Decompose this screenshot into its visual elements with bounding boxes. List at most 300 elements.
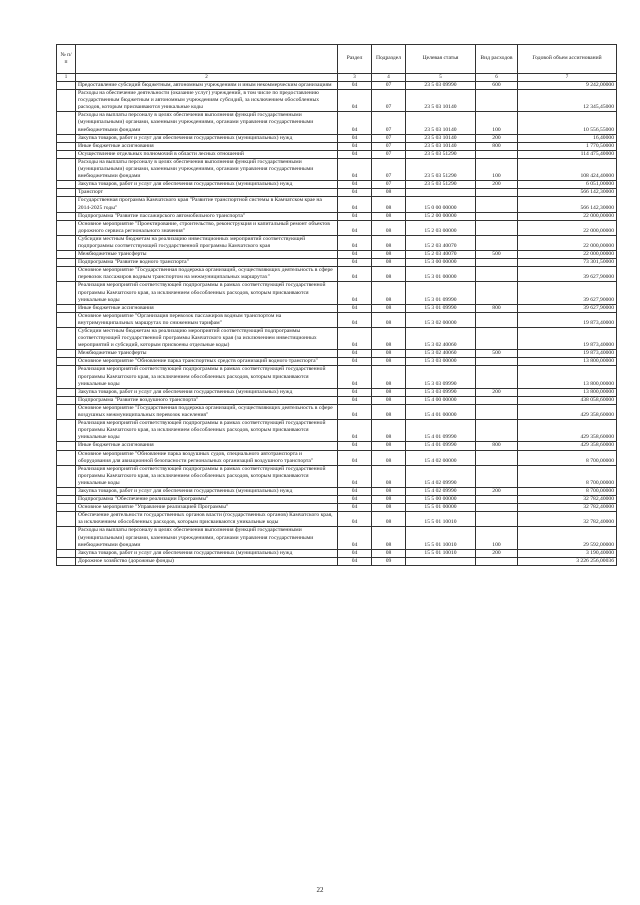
row-index <box>57 212 76 220</box>
row-target-article: 23 5 03 10140 <box>406 90 476 112</box>
column-number: 3 <box>338 74 372 82</box>
row-index <box>57 366 76 388</box>
row-name: Расходы на обеспечение деятельности (оказание услуг) учреждений, в том числе по предоставлению государственным бюджетным и автономным учреждениям субсидий, за исключением обособленных расходов, которым присваиваются уникальные коды <box>76 90 338 112</box>
row-target-article: 15 4 01 00000 <box>406 404 476 419</box>
row-index <box>57 504 76 512</box>
table-row <box>57 220 617 235</box>
row-amount: 6 051,00000 <box>518 181 617 189</box>
row-name: Иные бюджетные ассигнования <box>76 304 338 312</box>
row-razdel: 04 <box>338 465 372 487</box>
row-index <box>57 527 76 549</box>
row-amount: 429 358,60000 <box>518 420 617 442</box>
header-podrazdel: Подраздел <box>372 45 406 74</box>
row-podrazdel: 07 <box>372 150 406 158</box>
row-razdel: 04 <box>338 158 372 180</box>
row-expense-type: 100 <box>476 112 518 134</box>
row-podrazdel: 08 <box>372 442 406 450</box>
row-name: Реализация мероприятий соответствующей подпрограммы в рамках соответствующей государственной программы Камчатского края, за исключением обособленных расходов, которым присваиваются уникальные коды <box>76 465 338 487</box>
row-expense-type <box>476 282 518 304</box>
row-target-article: 15 2 00 00000 <box>406 212 476 220</box>
row-index <box>57 304 76 312</box>
row-target-article: 23 5 03 51290 <box>406 158 476 180</box>
table-row <box>57 282 617 304</box>
budget-table-sheet <box>56 44 616 566</box>
row-index <box>57 549 76 557</box>
row-razdel: 04 <box>338 304 372 312</box>
row-amount: 13 800,00000 <box>518 388 617 396</box>
row-amount: 73 301,50000 <box>518 259 617 267</box>
row-razdel: 04 <box>338 527 372 549</box>
row-index <box>57 220 76 235</box>
row-amount: 19 873,40000 <box>518 312 617 327</box>
row-target-article <box>406 189 476 197</box>
column-numbering-row <box>57 74 617 82</box>
row-index <box>57 112 76 134</box>
row-name: Дорожное хозяйство (дорожные фонды) <box>76 557 338 565</box>
row-name: Основное мероприятие "Обновление парка воздушных судов, специального автотранспорта и оборудования для авиационной безопасности региональных организаций воздушного транспорта" <box>76 450 338 465</box>
row-podrazdel: 07 <box>372 112 406 134</box>
row-amount: 566 142,30000 <box>518 189 617 197</box>
table-row <box>57 496 617 504</box>
row-expense-type <box>476 396 518 404</box>
row-razdel: 04 <box>338 142 372 150</box>
table-row <box>57 267 617 282</box>
row-amount: 22 000,00000 <box>518 212 617 220</box>
row-razdel: 04 <box>338 350 372 358</box>
row-podrazdel: 08 <box>372 358 406 366</box>
row-razdel: 04 <box>338 259 372 267</box>
row-index <box>57 150 76 158</box>
row-expense-type <box>476 220 518 235</box>
row-index <box>57 442 76 450</box>
row-index <box>57 465 76 487</box>
table-row <box>57 197 617 212</box>
row-index <box>57 181 76 189</box>
row-expense-type <box>476 90 518 112</box>
row-amount: 22 000,00000 <box>518 220 617 235</box>
row-index <box>57 450 76 465</box>
row-index <box>57 235 76 250</box>
row-expense-type <box>476 465 518 487</box>
table-row <box>57 181 617 189</box>
row-target-article: 15 4 02 00000 <box>406 450 476 465</box>
row-razdel: 04 <box>338 220 372 235</box>
row-razdel: 04 <box>338 358 372 366</box>
header-name <box>76 45 338 74</box>
row-name: Подпрограмма "Обеспечение реализации Программы" <box>76 496 338 504</box>
row-name: Транспорт <box>76 189 338 197</box>
row-expense-type <box>476 197 518 212</box>
row-amount: 39 627,90000 <box>518 267 617 282</box>
row-expense-type <box>476 512 518 527</box>
table-row <box>57 358 617 366</box>
row-razdel: 04 <box>338 496 372 504</box>
row-amount: 13 800,00000 <box>518 358 617 366</box>
table-row <box>57 251 617 259</box>
row-razdel: 04 <box>338 282 372 304</box>
header-target-article: Целевая статья <box>406 45 476 74</box>
row-target-article: 23 5 03 51290 <box>406 181 476 189</box>
row-name: Основное мероприятие "Организация перевозок пассажиров водным транспортом на внутримуниципальных маршрутах по сниженным тарифам" <box>76 312 338 327</box>
header-razdel: Раздел <box>338 45 372 74</box>
row-razdel: 04 <box>338 512 372 527</box>
row-podrazdel: 07 <box>372 90 406 112</box>
row-target-article: 15 3 01 09990 <box>406 304 476 312</box>
row-amount: 566 142,30000 <box>518 197 617 212</box>
table-row <box>57 312 617 327</box>
row-amount: 429 358,60000 <box>518 404 617 419</box>
table-row <box>57 304 617 312</box>
row-target-article: 15 3 03 00000 <box>406 358 476 366</box>
row-name: Расходы на выплаты персоналу в целях обеспечения выполнения функций государственными (муниципальными) органами, казенными учреждениями, органами управления государственными внебюджетными фондами <box>76 527 338 549</box>
row-podrazdel: 08 <box>372 304 406 312</box>
row-target-article: 15 3 01 09990 <box>406 282 476 304</box>
row-target-article: 15 3 01 00000 <box>406 267 476 282</box>
header-num: № п/п <box>57 45 76 74</box>
table-row <box>57 366 617 388</box>
row-expense-type: 600 <box>476 82 518 90</box>
row-razdel: 04 <box>338 235 372 250</box>
row-podrazdel: 08 <box>372 527 406 549</box>
row-index <box>57 82 76 90</box>
row-name: Межбюджетные трансферты <box>76 350 338 358</box>
row-expense-type: 100 <box>476 527 518 549</box>
table-row <box>57 150 617 158</box>
column-number: 7 <box>518 74 617 82</box>
row-target-article: 15 5 01 10010 <box>406 512 476 527</box>
row-target-article <box>406 557 476 565</box>
row-index <box>57 267 76 282</box>
row-target-article: 15 3 02 00000 <box>406 312 476 327</box>
row-podrazdel: 08 <box>372 366 406 388</box>
row-razdel: 04 <box>338 450 372 465</box>
row-name: Иные бюджетные ассигнования <box>76 442 338 450</box>
row-index <box>57 328 76 350</box>
row-index <box>57 259 76 267</box>
table-row <box>57 212 617 220</box>
row-index <box>57 282 76 304</box>
row-expense-type <box>476 504 518 512</box>
row-razdel: 04 <box>338 197 372 212</box>
row-razdel: 04 <box>338 150 372 158</box>
row-podrazdel: 08 <box>372 549 406 557</box>
row-target-article: 15 3 03 09990 <box>406 388 476 396</box>
row-amount: 22 000,00000 <box>518 251 617 259</box>
row-amount: 32 782,40000 <box>518 496 617 504</box>
row-name: Закупка товаров, работ и услуг для обеспечения государственных (муниципальных) нужд <box>76 134 338 142</box>
row-expense-type <box>476 312 518 327</box>
table-row <box>57 158 617 180</box>
row-expense-type <box>476 420 518 442</box>
row-expense-type <box>476 189 518 197</box>
row-amount: 114 475,40000 <box>518 150 617 158</box>
row-expense-type: 200 <box>476 388 518 396</box>
table-row <box>57 90 617 112</box>
table-row <box>57 189 617 197</box>
row-expense-type <box>476 404 518 419</box>
row-razdel: 04 <box>338 549 372 557</box>
row-expense-type <box>476 212 518 220</box>
table-row <box>57 142 617 150</box>
row-name: Подпрограмма "Развитие воздушного транспорта" <box>76 396 338 404</box>
row-name: Закупка товаров, работ и услуг для обеспечения государственных (муниципальных) нужд <box>76 388 338 396</box>
row-name: Закупка товаров, работ и услуг для обеспечения государственных (муниципальных) нужд <box>76 549 338 557</box>
row-razdel: 04 <box>338 404 372 419</box>
row-amount: 19 873,40000 <box>518 350 617 358</box>
row-expense-type <box>476 496 518 504</box>
row-name: Расходы на выплаты персоналу в целях обеспечения выполнения функций государственными (муниципальными) органами, казенными учреждениями, органами управления государственными внебюджетными фондами <box>76 112 338 134</box>
row-index <box>57 158 76 180</box>
row-expense-type: 100 <box>476 158 518 180</box>
row-index <box>57 90 76 112</box>
column-number: 4 <box>372 74 406 82</box>
row-amount: 39 627,90000 <box>518 304 617 312</box>
row-podrazdel: 08 <box>372 512 406 527</box>
row-name: Межбюджетные трансферты <box>76 251 338 259</box>
row-podrazdel: 08 <box>372 404 406 419</box>
row-index <box>57 358 76 366</box>
row-podrazdel: 08 <box>372 328 406 350</box>
row-target-article: 15 5 01 00000 <box>406 504 476 512</box>
row-razdel: 04 <box>338 388 372 396</box>
column-number: 1 <box>57 74 76 82</box>
row-amount: 10 556,55000 <box>518 112 617 134</box>
row-razdel: 04 <box>338 420 372 442</box>
row-amount: 39 627,90000 <box>518 282 617 304</box>
row-podrazdel: 08 <box>372 496 406 504</box>
row-razdel: 04 <box>338 312 372 327</box>
table-row <box>57 82 617 90</box>
page-number: 22 <box>316 886 324 894</box>
row-podrazdel: 08 <box>372 312 406 327</box>
row-razdel: 04 <box>338 212 372 220</box>
table-row <box>57 442 617 450</box>
row-razdel: 04 <box>338 181 372 189</box>
row-podrazdel: 08 <box>372 420 406 442</box>
column-number: 2 <box>76 74 338 82</box>
row-amount: 3 226 256,00036 <box>518 557 617 565</box>
row-index <box>57 404 76 419</box>
row-name: Основное мероприятие "Проектирование, строительство, реконструкция и капитальный ремонт объектов дорожного сервиса регионального значения" <box>76 220 338 235</box>
row-podrazdel: 08 <box>372 450 406 465</box>
row-name: Закупка товаров, работ и услуг для обеспечения государственных (муниципальных) нужд <box>76 487 338 495</box>
row-target-article: 15 4 01 09990 <box>406 442 476 450</box>
row-target-article: 15 2 03 00000 <box>406 220 476 235</box>
row-target-article: 15 4 01 09990 <box>406 420 476 442</box>
row-amount: 32 782,40000 <box>518 512 617 527</box>
table-row <box>57 134 617 142</box>
row-index <box>57 496 76 504</box>
row-razdel: 04 <box>338 90 372 112</box>
row-target-article: 15 2 03 40070 <box>406 235 476 250</box>
row-expense-type <box>476 557 518 565</box>
row-razdel: 04 <box>338 112 372 134</box>
row-name: Закупка товаров, работ и услуг для обеспечения государственных (муниципальных) нужд <box>76 181 338 189</box>
row-name: Субсидии местным бюджетам на реализацию мероприятий соответствующей подпрограммы соответствующей государственной программы Камчатского края (за исключением инвестиционных мероприятий и субсидий, которым присвоены отдельные коды) <box>76 328 338 350</box>
row-target-article: 15 5 01 10010 <box>406 549 476 557</box>
row-amount: 8 700,00000 <box>518 487 617 495</box>
row-podrazdel: 08 <box>372 251 406 259</box>
row-podrazdel: 07 <box>372 82 406 90</box>
row-expense-type: 200 <box>476 181 518 189</box>
row-podrazdel: 08 <box>372 212 406 220</box>
row-podrazdel: 08 <box>372 396 406 404</box>
row-index <box>57 134 76 142</box>
row-index <box>57 312 76 327</box>
row-expense-type <box>476 259 518 267</box>
row-index <box>57 142 76 150</box>
table-body <box>57 82 617 566</box>
row-expense-type <box>476 366 518 388</box>
row-podrazdel: 08 <box>372 189 406 197</box>
row-index <box>57 396 76 404</box>
row-target-article: 15 3 03 09990 <box>406 366 476 388</box>
table-row <box>57 465 617 487</box>
row-amount: 29 592,00000 <box>518 527 617 549</box>
row-amount: 16,40000 <box>518 134 617 142</box>
row-podrazdel: 07 <box>372 181 406 189</box>
table-row <box>57 450 617 465</box>
row-name: Расходы на выплаты персоналу в целях обеспечения выполнения функций государственными (муниципальными) органами, казенными учреждениями, органами управления государственными внебюджетными фондами <box>76 158 338 180</box>
row-expense-type: 800 <box>476 442 518 450</box>
row-target-article: 15 4 02 09990 <box>406 465 476 487</box>
table-row <box>57 328 617 350</box>
table-header-row <box>57 45 617 74</box>
row-target-article: 23 5 03 09990 <box>406 82 476 90</box>
row-index <box>57 251 76 259</box>
row-expense-type <box>476 235 518 250</box>
row-target-article: 15 4 02 09990 <box>406 487 476 495</box>
row-amount: 13 800,00000 <box>518 366 617 388</box>
column-number: 5 <box>406 74 476 82</box>
row-name: Иные бюджетные ассигнования <box>76 142 338 150</box>
row-index <box>57 189 76 197</box>
row-target-article: 15 5 01 10010 <box>406 527 476 549</box>
row-razdel: 04 <box>338 267 372 282</box>
row-amount: 429 358,60000 <box>518 442 617 450</box>
row-amount: 438 058,60000 <box>518 396 617 404</box>
row-razdel: 04 <box>338 251 372 259</box>
row-expense-type: 800 <box>476 304 518 312</box>
row-podrazdel: 08 <box>372 235 406 250</box>
table-row <box>57 388 617 396</box>
row-razdel: 04 <box>338 487 372 495</box>
row-podrazdel: 07 <box>372 142 406 150</box>
row-podrazdel: 07 <box>372 134 406 142</box>
table-row <box>57 504 617 512</box>
row-expense-type: 200 <box>476 487 518 495</box>
row-amount: 8 700,00000 <box>518 450 617 465</box>
table-row <box>57 512 617 527</box>
row-razdel: 04 <box>338 134 372 142</box>
row-target-article: 23 5 03 10140 <box>406 142 476 150</box>
row-podrazdel: 08 <box>372 388 406 396</box>
row-podrazdel: 08 <box>372 259 406 267</box>
row-name: Реализация мероприятий соответствующей подпрограммы в рамках соответствующей государственной программы Камчатского края, за исключением обособленных расходов, которым присваиваются уникальные коды <box>76 366 338 388</box>
row-amount: 1 770,50000 <box>518 142 617 150</box>
row-expense-type: 500 <box>476 251 518 259</box>
row-name: Подпрограмма "Развитие пассажирского автомобильного транспорта" <box>76 212 338 220</box>
row-name: Государственная программа Камчатского края "Развитие транспортной системы в Камчатском крае на 2014-2025 годы" <box>76 197 338 212</box>
row-amount: 19 873,40000 <box>518 328 617 350</box>
table-row <box>57 259 617 267</box>
row-podrazdel: 08 <box>372 267 406 282</box>
row-expense-type <box>476 358 518 366</box>
row-target-article: 15 5 00 00000 <box>406 496 476 504</box>
row-target-article: 15 0 00 00000 <box>406 197 476 212</box>
row-index <box>57 512 76 527</box>
table-row <box>57 527 617 549</box>
row-podrazdel: 08 <box>372 220 406 235</box>
row-razdel: 04 <box>338 557 372 565</box>
budget-table <box>56 44 617 566</box>
row-expense-type: 200 <box>476 134 518 142</box>
row-name: Основное мероприятие "Управление реализацией Программы" <box>76 504 338 512</box>
table-row <box>57 420 617 442</box>
row-expense-type <box>476 450 518 465</box>
row-target-article: 23 5 03 10140 <box>406 112 476 134</box>
row-index <box>57 197 76 212</box>
row-podrazdel: 08 <box>372 487 406 495</box>
row-name: Основное мероприятие "Государственная поддержка организаций, осуществляющих деятельность в сфере воздушных межмуниципальных перевозок населения" <box>76 404 338 419</box>
row-target-article: 15 3 02 40060 <box>406 328 476 350</box>
table-row <box>57 235 617 250</box>
table-row <box>57 557 617 565</box>
row-podrazdel: 08 <box>372 350 406 358</box>
row-name: Реализация мероприятий соответствующей подпрограммы в рамках соответствующей государственной программы Камчатского края, за исключением обособленных расходов, которым присваиваются уникальные коды <box>76 282 338 304</box>
row-expense-type <box>476 328 518 350</box>
table-row <box>57 549 617 557</box>
row-target-article: 23 5 03 10140 <box>406 134 476 142</box>
row-amount: 3 190,40000 <box>518 549 617 557</box>
row-podrazdel: 08 <box>372 465 406 487</box>
row-razdel: 04 <box>338 396 372 404</box>
header-expense-type: Вид расходов <box>476 45 518 74</box>
row-name: Осуществление отдельных полномочий в области лесных отношений <box>76 150 338 158</box>
row-expense-type <box>476 267 518 282</box>
row-amount: 12 345,45000 <box>518 90 617 112</box>
row-amount: 108 424,40000 <box>518 158 617 180</box>
row-index <box>57 350 76 358</box>
row-expense-type: 500 <box>476 350 518 358</box>
row-expense-type: 800 <box>476 142 518 150</box>
row-name: Предоставление субсидий бюджетным, автономным учреждениям и иным некоммерческим организациям <box>76 82 338 90</box>
row-expense-type <box>476 150 518 158</box>
table-row <box>57 112 617 134</box>
row-amount: 32 782,40000 <box>518 504 617 512</box>
row-podrazdel: 09 <box>372 557 406 565</box>
row-razdel: 04 <box>338 82 372 90</box>
row-name: Подпрограмма "Развитие водного транспорта" <box>76 259 338 267</box>
row-podrazdel: 08 <box>372 197 406 212</box>
table-row <box>57 404 617 419</box>
row-name: Субсидии местным бюджетам на реализацию инвестиционных мероприятий соответствующей подпрограммы соответствующей государственной программы Камчатского края <box>76 235 338 250</box>
row-index <box>57 487 76 495</box>
column-number: 6 <box>476 74 518 82</box>
table-row <box>57 350 617 358</box>
row-razdel: 04 <box>338 189 372 197</box>
row-target-article: 15 2 03 40070 <box>406 251 476 259</box>
row-index <box>57 420 76 442</box>
table-row <box>57 487 617 495</box>
row-razdel: 04 <box>338 328 372 350</box>
row-target-article: 15 3 00 00000 <box>406 259 476 267</box>
row-amount: 9 242,00000 <box>518 82 617 90</box>
row-razdel: 04 <box>338 442 372 450</box>
row-razdel: 04 <box>338 504 372 512</box>
row-razdel: 04 <box>338 366 372 388</box>
row-index <box>57 557 76 565</box>
